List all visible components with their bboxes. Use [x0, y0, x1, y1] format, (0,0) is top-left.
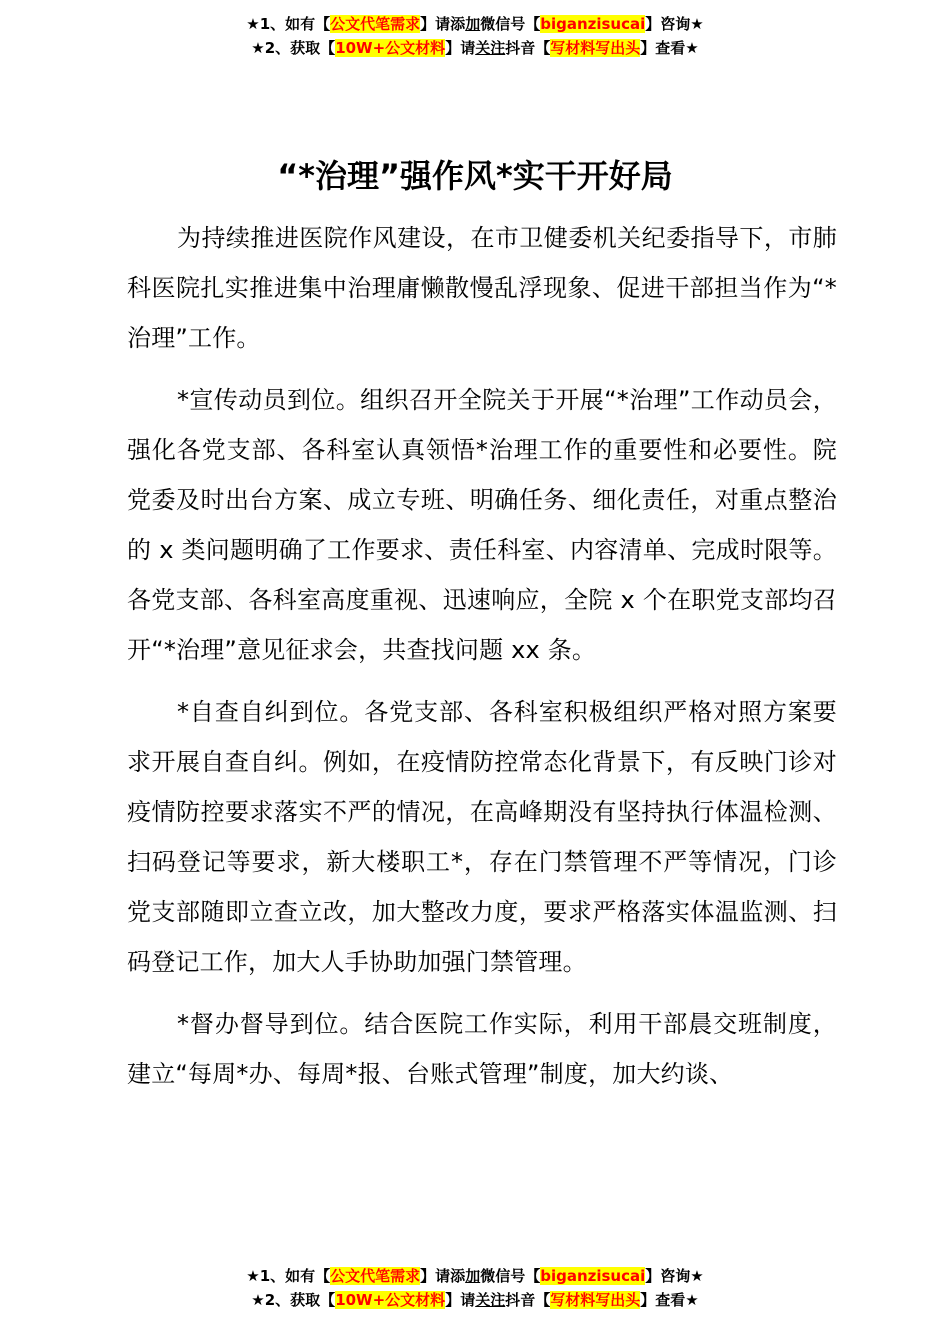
promo-highlight: 写材料写出头 — [550, 1291, 641, 1309]
promo-text: ★2、获取【 — [251, 1291, 336, 1309]
promo-text: 】查看★ — [640, 39, 699, 57]
promo-text: 】查看★ — [640, 1291, 699, 1309]
body-paragraph: *自查自纠到位。各党支部、各科室积极组织严格对照方案要求开展自查自纠。例如，在疫情防控常态化背景下，有反映门诊对疫情防控要求落实不严的情况，在高峰期没有坚持执行体温检测、扫码登记等要求，新大楼职工*，存在门禁管理不严等情况，门诊党支部随即立查立改，加大整改力度，要求严格落实体温监测、扫码登记工作，加大人手协助加强门禁管理。 — [127, 698, 837, 976]
promo-underlined-text: 关注 — [475, 39, 506, 57]
promo-text: 抖音【 — [505, 39, 551, 57]
promo-text: 】请 — [445, 1291, 476, 1309]
body-paragraph: *督办督导到位。结合医院工作实际，利用干部晨交班制度，建立“每周*办、每周*报、台账式管理”制度，加大约谈、 — [127, 1010, 837, 1088]
promo-banner-bottom — [0, 1264, 950, 1312]
promo-text: 微信号【 — [480, 15, 541, 33]
promo-highlight: 10W+公文材料 — [335, 1291, 446, 1309]
promo-line-2 — [0, 36, 950, 60]
document-title: “*治理”强作风*实干开好局 — [277, 157, 673, 195]
promo-text: 】咨询★ — [645, 1267, 704, 1285]
promo-text: 】请 — [445, 39, 476, 57]
promo-highlight: 公文代笔需求 — [330, 1267, 421, 1285]
promo-highlight: 写材料写出头 — [550, 39, 641, 57]
body-paragraph: *宣传动员到位。组织召开全院关于开展“*治理”工作动员会，强化各党支部、各科室认真领悟*治理工作的重要性和必要性。院党委及时出台方案、成立专班、明确任务、细化责任，对重点整治的 x 类问题明确了工作要求、责任科室、内容清单、完成时限等。各党支部、各科室高度重视、迅速响应，全院 x 个在职党支部均召开“*治理”意见征求会，共查找问题 xx 条。 — [127, 386, 837, 664]
promo-underlined-text: 加 — [465, 15, 481, 33]
promo-underlined-text: 加 — [465, 1267, 481, 1285]
promo-text: ★1、如有【 — [246, 15, 331, 33]
promo-banner-top — [0, 12, 950, 60]
promo-text: 】请添 — [420, 15, 466, 33]
promo-text: 】请添 — [420, 1267, 466, 1285]
promo-text: 】咨询★ — [645, 15, 704, 33]
promo-line-1 — [0, 1264, 950, 1288]
promo-highlight: biganzisucai — [540, 15, 646, 33]
promo-highlight: 10W+公文材料 — [335, 39, 446, 57]
promo-text: 微信号【 — [480, 1267, 541, 1285]
promo-highlight: biganzisucai — [540, 1267, 646, 1285]
promo-line-2 — [0, 1288, 950, 1312]
promo-underlined-text: 关注 — [475, 1291, 506, 1309]
promo-text: 抖音【 — [505, 1291, 551, 1309]
document-body — [127, 213, 837, 1111]
promo-text: ★1、如有【 — [246, 1267, 331, 1285]
promo-text: ★2、获取【 — [251, 39, 336, 57]
body-paragraph: 为持续推进医院作风建设，在市卫健委机关纪委指导下，市肺科医院扎实推进集中治理庸懒散慢乱浮现象、促进干部担当作为“*治理”工作。 — [127, 224, 837, 352]
promo-highlight: 公文代笔需求 — [330, 15, 421, 33]
promo-line-1 — [0, 12, 950, 36]
